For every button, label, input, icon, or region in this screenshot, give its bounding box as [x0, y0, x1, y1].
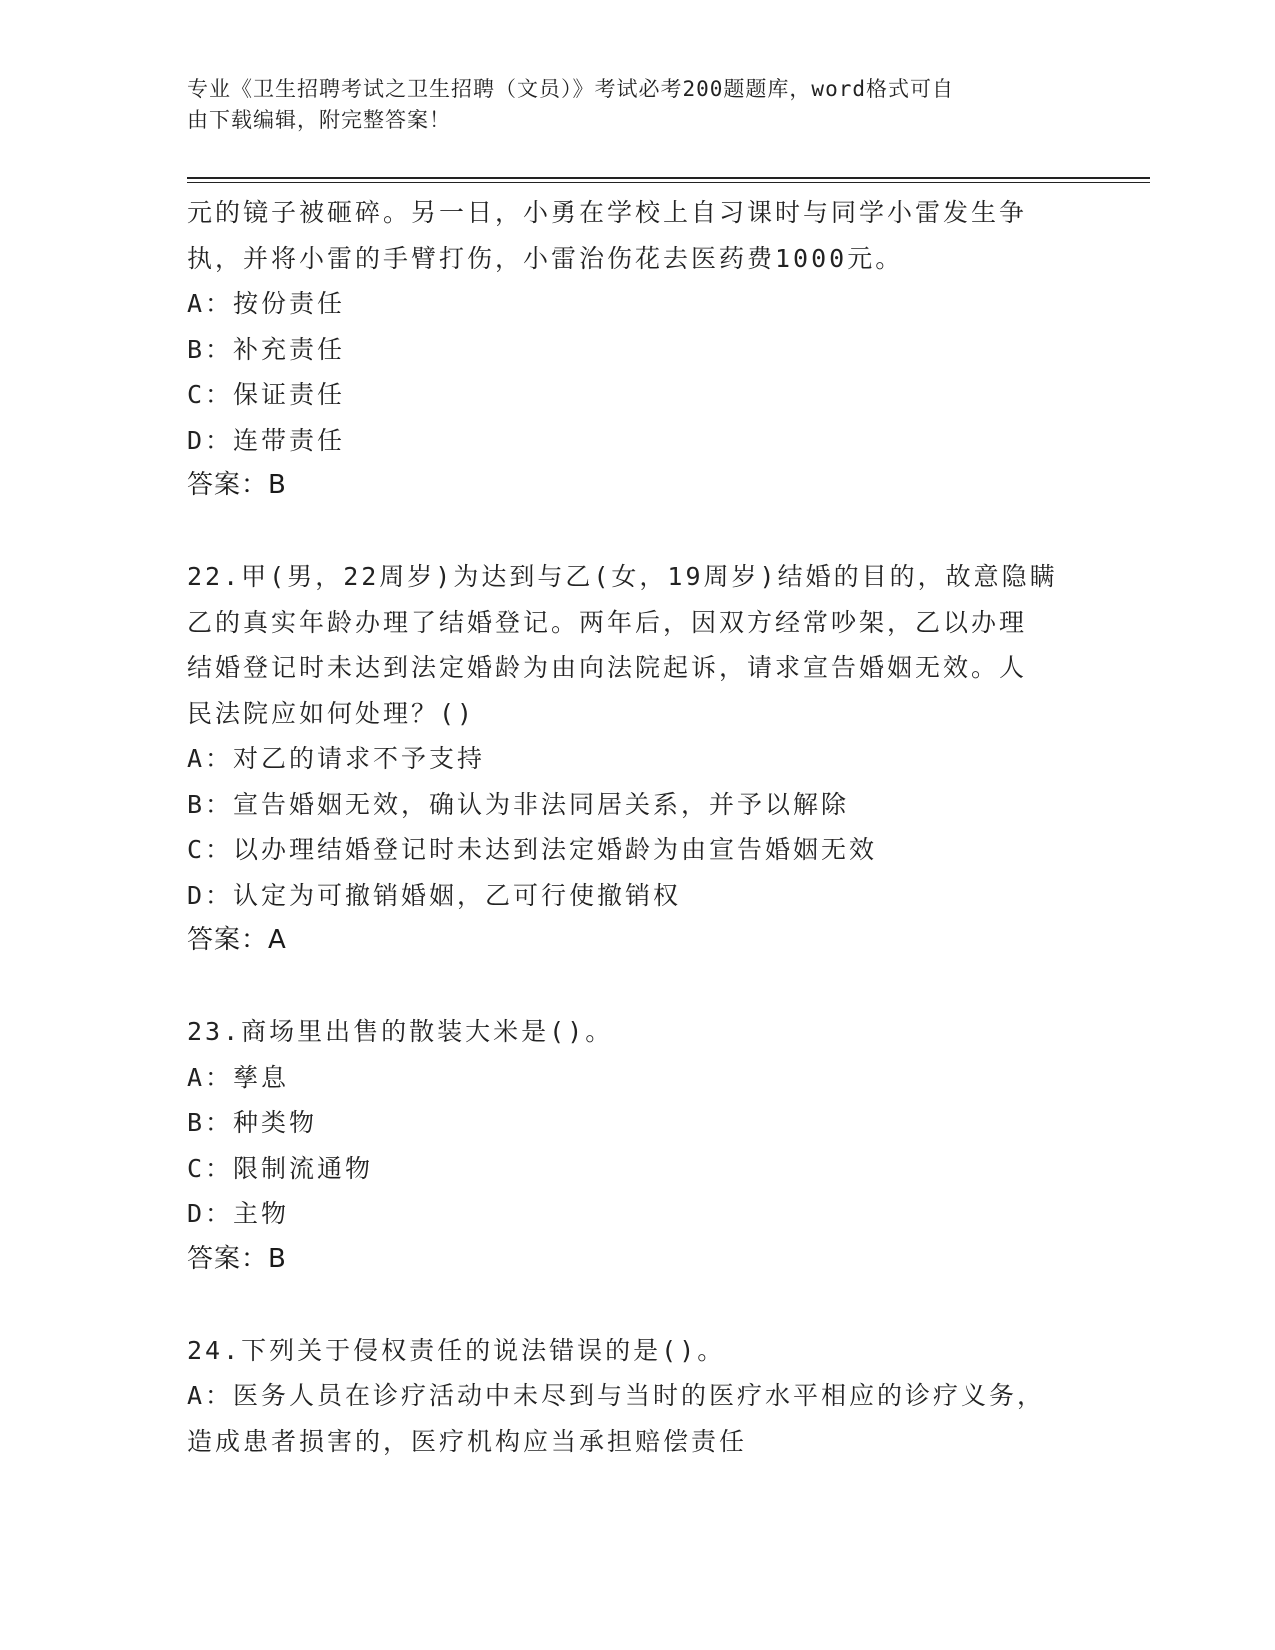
option-a: A：孳息	[187, 1062, 290, 1092]
option-d: D：连带责任	[187, 425, 346, 455]
question-24	[187, 1328, 1087, 1465]
question-stem-line: 22.甲(男，22周岁)为达到与乙(女，19周岁)结婚的目的，故意隐瞒	[187, 562, 1058, 591]
option-a: A：对乙的请求不予支持	[187, 744, 486, 773]
spacer	[187, 1282, 1087, 1328]
question-stem-line: 元的镜子被砸碎。另一日，小勇在学校上自习课时与同学小雷发生争	[187, 198, 1028, 227]
option-b: B：宣告婚姻无效，确认为非法同居关系，并予以解除	[187, 789, 850, 819]
option-c: C：限制流通物	[187, 1153, 374, 1183]
option-a-continuation: 造成患者损害的，医疗机构应当承担赔偿责任	[187, 1426, 748, 1456]
header-divider-thick	[187, 177, 1150, 179]
answer-line: 答案：B	[187, 470, 287, 500]
question-stem-line: 24.下列关于侵权责任的说法错误的是()。	[187, 1335, 726, 1365]
option-c: C：以办理结婚登记时未达到法定婚龄为由宣告婚姻无效	[187, 835, 878, 864]
question-23	[187, 1009, 1087, 1282]
header-line-1: 专业《卫生招聘考试之卫生招聘（文员）》考试必考200题题库，word格式可自	[187, 77, 954, 101]
question-21-continuation	[187, 190, 1087, 509]
header-divider-thin	[187, 182, 1150, 183]
option-b: B：种类物	[187, 1108, 318, 1137]
question-stem-line: 23.商场里出售的散装大米是()。	[187, 1017, 614, 1046]
option-a: A：医务人员在诊疗活动中未尽到与当时的医疗水平相应的诊疗义务，	[187, 1381, 1046, 1410]
option-d: D：认定为可撤销婚姻，乙可行使撤销权	[187, 880, 682, 910]
answer-line: 答案：A	[187, 925, 287, 955]
question-22	[187, 554, 1087, 964]
option-a: A：按份责任	[187, 289, 346, 318]
spacer	[187, 509, 1087, 555]
question-stem-line: 民法院应如何处理？()	[187, 698, 476, 728]
spacer	[187, 964, 1087, 1010]
option-c: C：保证责任	[187, 380, 346, 409]
document-body	[187, 190, 1087, 1464]
option-d: D：主物	[187, 1199, 290, 1228]
question-stem-line: 结婚登记时未达到法定婚龄为由向法院起诉，请求宣告婚姻无效。人	[187, 653, 1028, 682]
answer-line: 答案：B	[187, 1243, 287, 1274]
question-stem-line: 乙的真实年龄办理了结婚登记。两年后，因双方经常吵架，乙以办理	[187, 607, 1028, 637]
option-b: B：补充责任	[187, 334, 346, 364]
page-header	[187, 74, 1067, 136]
header-line-2: 由下载编辑，附完整答案！	[187, 108, 451, 132]
question-stem-line: 执，并将小雷的手臂打伤，小雷治伤花去医药费1000元。	[187, 243, 904, 273]
